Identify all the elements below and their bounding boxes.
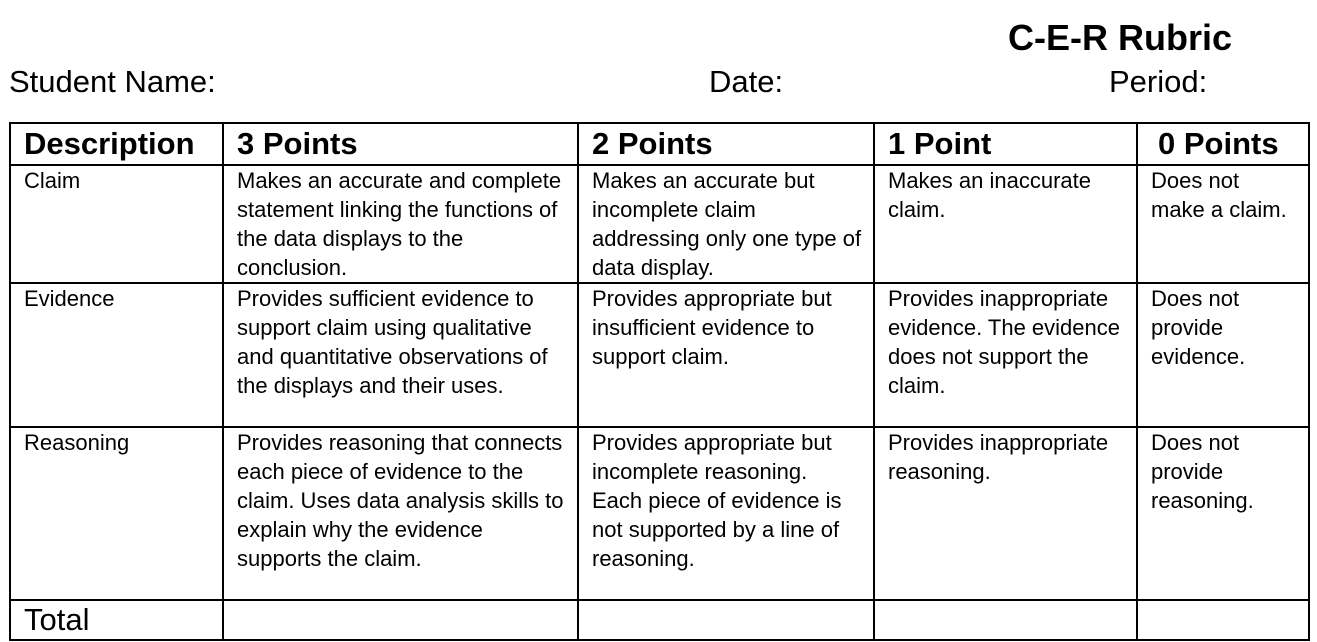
table-row [10, 427, 1309, 600]
header-1-point: 1 Point [874, 123, 1137, 165]
total-cell-3-points[interactable] [223, 600, 578, 640]
table-cell: Makes an inaccurate claim. [874, 165, 1137, 283]
header-description: Description [10, 123, 223, 165]
row-label-claim: Claim [10, 165, 223, 283]
total-cell-0-points[interactable] [1137, 600, 1309, 640]
student-name-label: Student Name: [9, 64, 216, 99]
table-cell: Provides reasoning that connects each piece of evidence to the claim. Uses data analysis skills to explain why the evidence supports the claim. [223, 427, 578, 600]
table-cell: Provides appropriate but insufficient evidence to support claim. [578, 283, 874, 427]
table-cell: Provides appropriate but incomplete reasoning. Each piece of evidence is not supported by a line of reasoning. [578, 427, 874, 600]
table-cell: Does not provide reasoning. [1137, 427, 1309, 600]
page-title: C-E-R Rubric [1008, 17, 1232, 58]
total-row [10, 600, 1309, 640]
table-cell: Does not make a claim. [1137, 165, 1309, 283]
table-cell: Makes an accurate and complete statement linking the functions of the data displays to the conclusion. [223, 165, 578, 283]
period-label: Period: [1109, 64, 1208, 99]
total-cell-1-point[interactable] [874, 600, 1137, 640]
total-cell-2-points[interactable] [578, 600, 874, 640]
table-cell: Provides sufficient evidence to support claim using qualitative and quantitative observations of the displays and their uses. [223, 283, 578, 427]
header-3-points: 3 Points [223, 123, 578, 165]
table-row [10, 165, 1309, 283]
header-0-points: 0 Points [1137, 123, 1309, 165]
date-label: Date: [709, 64, 784, 99]
total-label: Total [10, 600, 223, 640]
header-row [10, 123, 1309, 165]
header-2-points: 2 Points [578, 123, 874, 165]
table-cell: Makes an accurate but incomplete claim addressing only one type of data display. [578, 165, 874, 283]
table-row [10, 283, 1309, 427]
rubric-table [9, 122, 1310, 641]
table-cell: Provides inappropriate reasoning. [874, 427, 1137, 600]
table-cell: Does not provide evidence. [1137, 283, 1309, 427]
row-label-evidence: Evidence [10, 283, 223, 427]
row-label-reasoning: Reasoning [10, 427, 223, 600]
table-cell: Provides inappropriate evidence. The evidence does not support the claim. [874, 283, 1137, 427]
